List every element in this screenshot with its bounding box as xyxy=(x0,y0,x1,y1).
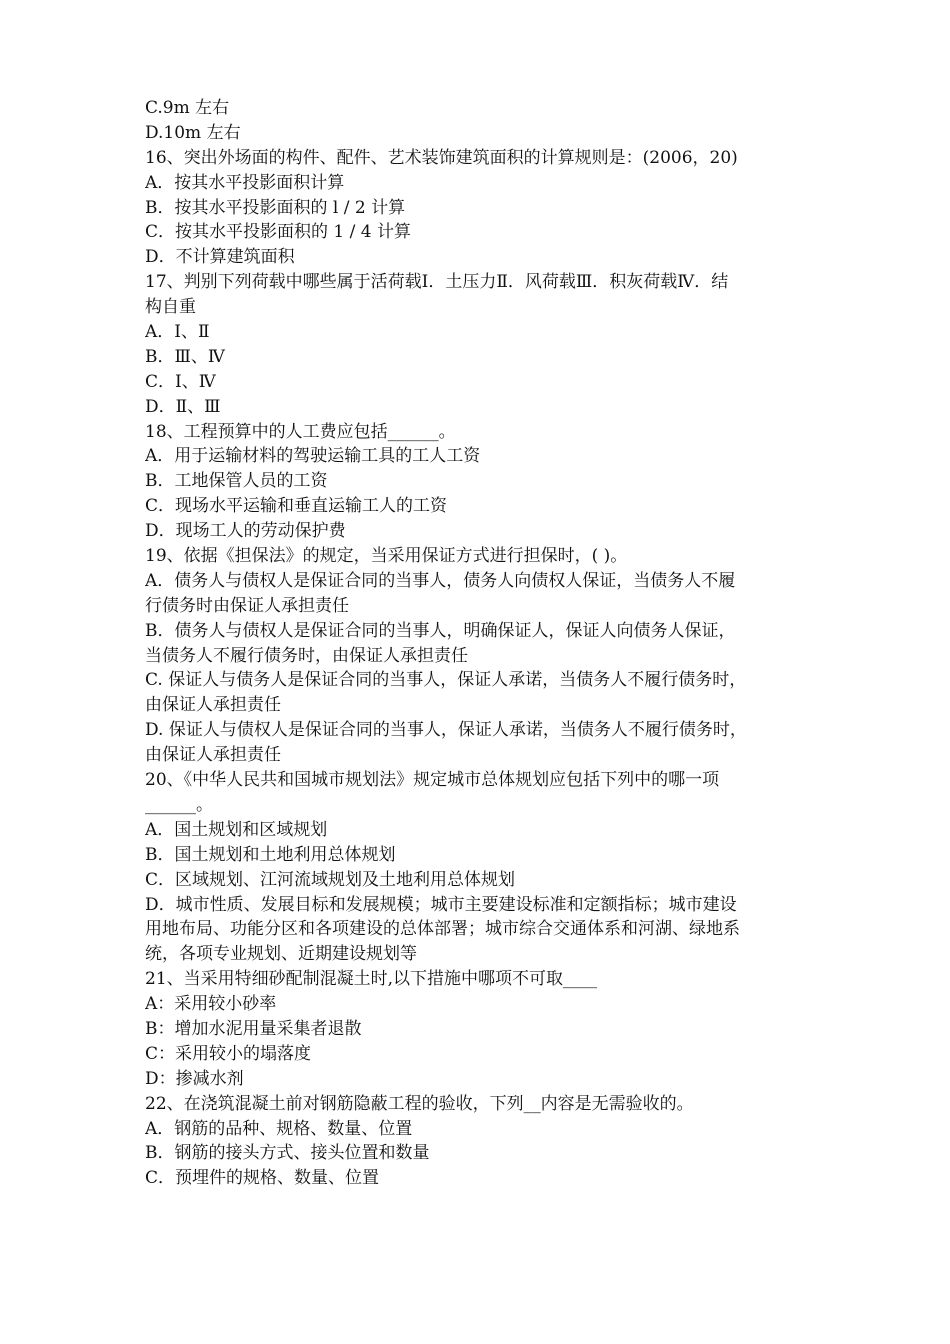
option-line: D．不计算建筑面积 xyxy=(145,247,295,268)
option-line: D：掺减水剂 xyxy=(145,1068,244,1089)
option-line: D. 保证人与债权人是保证合同的当事人，保证人承诺，当债务人不履行债务时， xyxy=(145,720,747,741)
option-line-cont: 用地布局、功能分区和各项建设的总体部署；城市综合交通体系和河湖、绿地系 xyxy=(145,919,740,940)
option-line: A．钢筋的品种、规格、数量、位置 xyxy=(145,1118,413,1139)
option-line-cont: 行债务时由保证人承担责任 xyxy=(145,595,349,616)
option-line: C．预埋件的规格、数量、位置 xyxy=(145,1168,380,1189)
option-line: B．按其水平投影面积的 l / 2 计算 xyxy=(145,197,406,218)
question-16: 16、突出外场面的构件、配件、艺术装饰建筑面积的计算规则是：(2006，20) xyxy=(145,147,738,168)
option-line: B：增加水泥用量采集者退散 xyxy=(145,1018,362,1039)
option-line-cont: 由保证人承担责任 xyxy=(145,695,281,716)
question-18: 18、工程预算中的人工费应包括______。 xyxy=(145,421,456,442)
option-line: D．Ⅱ、Ⅲ xyxy=(145,396,221,417)
option-line: C．按其水平投影面积的 1 / 4 计算 xyxy=(145,222,411,243)
question-19: 19、依据《担保法》的规定，当采用保证方式进行担保时，( )。 xyxy=(145,546,628,567)
option-line: C．现场水平运输和垂直运输工人的工资 xyxy=(145,496,448,517)
option-line: A．国土规划和区域规划 xyxy=(145,819,328,840)
question-17: 17、判别下列荷载中哪些属于活荷载Ⅰ．土压力Ⅱ．风荷载Ⅲ．积灰荷载Ⅳ．结 xyxy=(145,272,729,293)
option-line: B．Ⅲ、Ⅳ xyxy=(145,346,225,367)
question-20: 20、《中华人民共和国城市规划法》规定城市总体规划应包括下列中的哪一项 xyxy=(145,770,720,791)
question-17-cont: 构自重 xyxy=(145,297,196,318)
option-line: B．债务人与债权人是保证合同的当事人，明确保证人，保证人向债务人保证， xyxy=(145,620,736,641)
option-line-cont: 当债务人不履行债务时，由保证人承担责任 xyxy=(145,645,468,666)
option-line: B．工地保管人员的工资 xyxy=(145,471,328,492)
option-line: A．Ⅰ、Ⅱ xyxy=(145,322,210,343)
option-line: D.10m 左右 xyxy=(145,122,241,143)
option-line: A．按其水平投影面积计算 xyxy=(145,172,345,193)
option-line: D．城市性质、发展目标和发展规模；城市主要建设标准和定额指标；城市建设 xyxy=(145,894,737,915)
question-20-cont: ______。 xyxy=(145,794,213,815)
option-line: A．用于运输材料的驾驶运输工具的工人工资 xyxy=(145,446,481,467)
option-line: A．债务人与债权人是保证合同的当事人，债务人向债权人保证，当债务人不履 xyxy=(145,570,736,591)
question-21: 21、当采用特细砂配制混凝土时,以下措施中哪项不可取____ xyxy=(145,969,598,990)
option-line: B．钢筋的接头方式、接头位置和数量 xyxy=(145,1143,430,1164)
option-line-cont: 统，各项专业规划、近期建设规划等 xyxy=(145,944,417,965)
option-line: C：采用较小的塌落度 xyxy=(145,1043,312,1064)
option-line: C.9m 左右 xyxy=(145,98,230,118)
document-body xyxy=(145,96,817,1191)
option-line: C．区域规划、江河流域规划及土地利用总体规划 xyxy=(145,869,516,890)
option-line-cont: 由保证人承担责任 xyxy=(145,745,281,766)
option-line: D．现场工人的劳动保护费 xyxy=(145,521,346,542)
option-line: B．国土规划和土地利用总体规划 xyxy=(145,844,396,865)
option-line: A：采用较小砂率 xyxy=(145,994,277,1015)
question-22: 22、在浇筑混凝土前对钢筋隐蔽工程的验收，下列__内容是无需验收的。 xyxy=(145,1093,694,1114)
option-line: C. 保证人与债务人是保证合同的当事人，保证人承诺，当债务人不履行债务时， xyxy=(145,670,747,691)
option-line: C．Ⅰ、Ⅳ xyxy=(145,371,216,392)
